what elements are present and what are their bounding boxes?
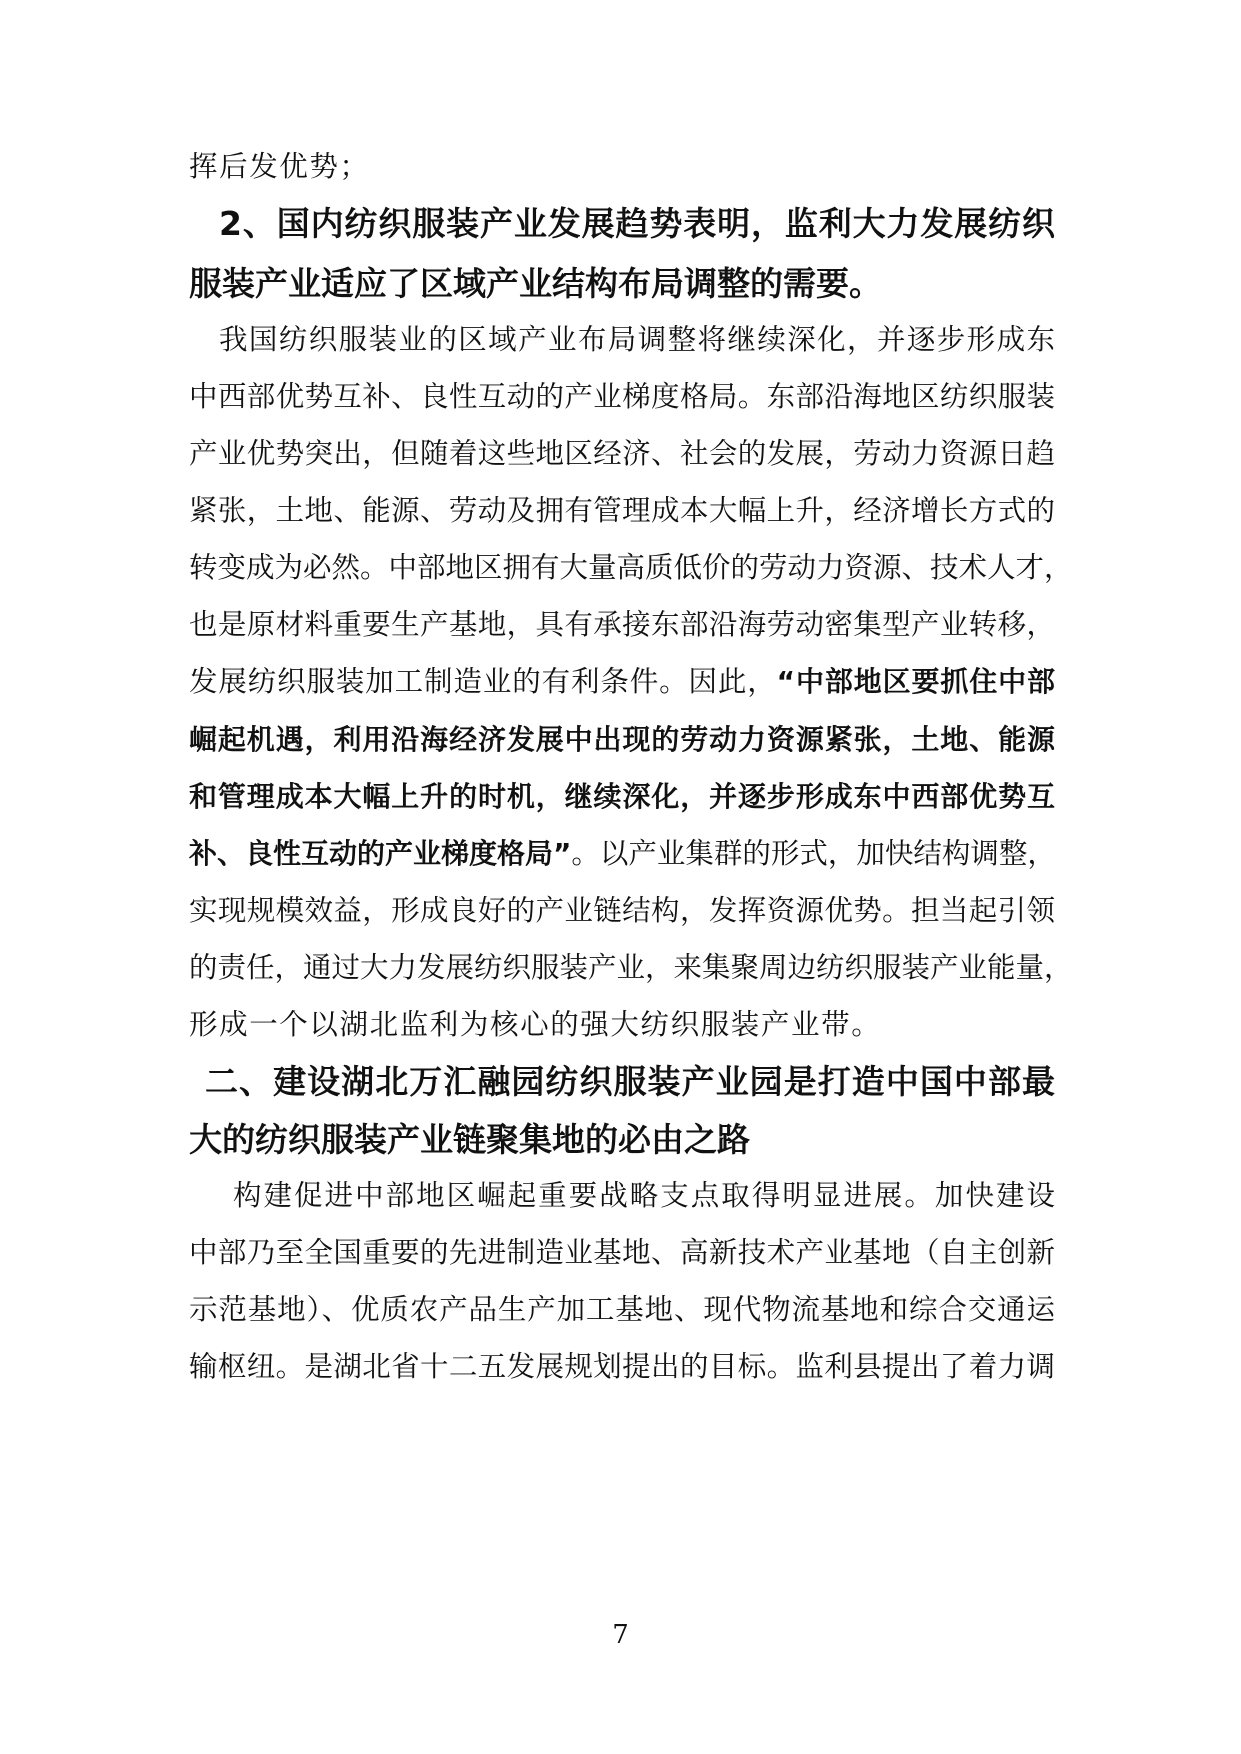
paragraph-line: 挥后发优势； — [189, 150, 370, 183]
section-heading-2-line-2: 服装产业适应了区域产业结构布局调整的需要。 — [189, 264, 882, 303]
paragraph-line: 实现规模效益，形成良好的产业链结构，发挥资源优势。担当起引领 — [189, 894, 1055, 927]
bold-quote-line: 崛起机遇，利用沿海经济发展中出现的劳动力资源紧张，土地、能源 — [189, 723, 1055, 756]
paragraph-line: 的责任，通过大力发展纺织服装产业，来集聚周边纺织服装产业能量， — [189, 951, 1073, 984]
page-number: 7 — [612, 1620, 629, 1650]
bold-quote: 补、良性互动的产业梯度格局” — [189, 837, 572, 870]
bold-quote-line: 和管理成本大幅上升的时机，继续深化，并逐步形成东中西部优势互 — [189, 780, 1055, 813]
bold-quote: “中部地区要抓住中部 — [776, 665, 1055, 698]
paragraph-line: 我国纺织服装业的区域产业布局调整将继续深化，并逐步形成东 — [219, 323, 1055, 356]
paragraph-line: 产业优势突出，但随着这些地区经济、社会的发展，劳动力资源日趋 — [189, 437, 1055, 470]
paragraph-text: 发展纺织服装加工制造业的有利条件。因此， — [189, 665, 777, 698]
paragraph-line: 构建促进中部地区崛起重要战略支点取得明显进展。加快建设 — [233, 1179, 1055, 1212]
paragraph-line: 紧张，土地、能源、劳动及拥有管理成本大幅上升，经济增长方式的 — [189, 494, 1055, 527]
paragraph-line: 中部乃至全国重要的先进制造业基地、高新技术产业基地（自主创新 — [189, 1236, 1055, 1269]
paragraph-line: 输枢纽。是湖北省十二五发展规划提出的目标。监利县提出了着力调 — [189, 1350, 1055, 1383]
section-heading-two-line-2: 大的纺织服装产业链聚集地的必由之路 — [189, 1120, 750, 1159]
paragraph-line-mixed — [189, 834, 1055, 874]
paragraph-line: 转变成为必然。中部地区拥有大量高质低价的劳动力资源、技术人才， — [189, 551, 1073, 584]
paragraph-line: 形成一个以湖北监利为核心的强大纺织服装产业带。 — [189, 1008, 882, 1041]
section-heading-two-line-1: 二、建设湖北万汇融园纺织服装产业园是打造中国中部最 — [205, 1062, 1055, 1101]
paragraph-text: 。以产业集群的形式，加快结构调整， — [571, 837, 1056, 870]
paragraph-line-mixed — [189, 662, 1055, 702]
paragraph-line: 中西部优势互补、良性互动的产业梯度格局。东部沿海地区纺织服装 — [189, 380, 1055, 413]
section-heading-2-line-1: 2、国内纺织服装产业发展趋势表明，监利大力发展纺织 — [219, 204, 1055, 243]
paragraph-line: 也是原材料重要生产基地，具有承接东部沿海劳动密集型产业转移， — [189, 608, 1055, 641]
paragraph-line: 示范基地）、优质农产品生产加工基地、现代物流基地和综合交通运 — [189, 1293, 1055, 1326]
